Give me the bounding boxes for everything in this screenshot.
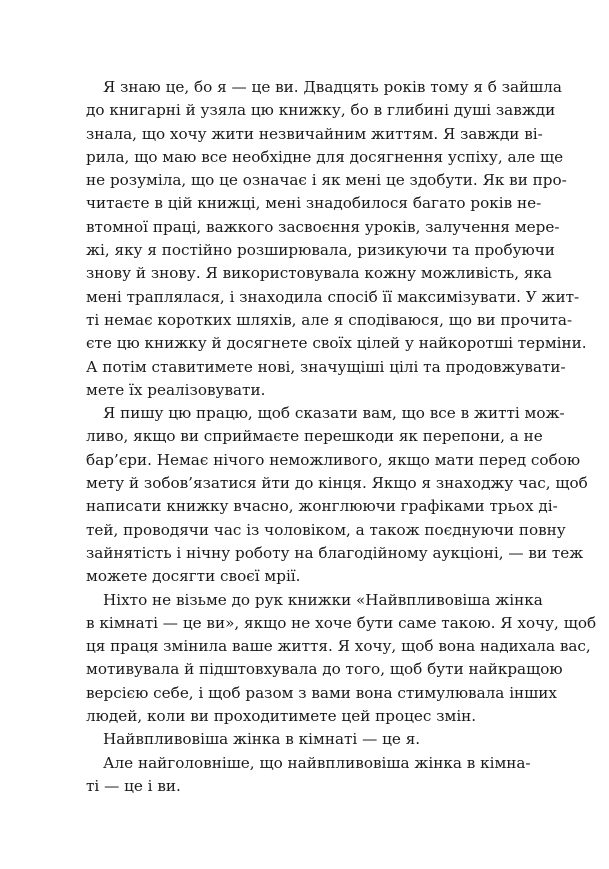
paragraph — [86, 752, 531, 799]
text-line: мету й зобов’язатися йти до кінця. Якщо я знаходжу час, щоб — [86, 474, 588, 493]
text-line: зайнятість і нічну роботу на благодійному аукціоні, — ви теж — [86, 543, 584, 562]
paragraph — [86, 589, 597, 729]
text-line: знала, що хочу жити незвичайним життям. Я завжди ві- — [86, 124, 543, 143]
text-line: до книгарні й узяла цю книжку, бо в глибині душі завжди — [86, 101, 556, 120]
text-line: єте цю книжку й досягнете своїх цілей у найкоротші терміни. — [86, 334, 587, 353]
text-line: бар’єри. Немає нічого неможливого, якщо мати перед собою — [86, 450, 581, 469]
text-line: мете їх реалізовувати. — [86, 380, 266, 399]
text-line: Найвпливовіша жінка в кімнаті — це я. — [103, 730, 421, 749]
text-line: ті — це і ви. — [86, 776, 181, 795]
text-line: мотивувала й підштовхувала до того, щоб бути найкращою — [86, 660, 563, 679]
text-line: людей, коли ви проходитимете цей процес змін. — [86, 707, 477, 726]
paragraph — [86, 76, 587, 402]
text-line: знову й знову. Я використовувала кожну можливість, яка — [86, 264, 552, 283]
text-line: втомної праці, важкого засвоєння уроків, залучення мере- — [86, 217, 560, 236]
text-line: Я знаю це, бо я — це ви. Двадцять років тому я б зайшла — [103, 78, 562, 96]
paragraph — [86, 728, 527, 751]
text-line: написати книжку вчасно, жонглюючи графіками трьох ді- — [86, 497, 558, 516]
paragraph — [86, 402, 588, 588]
text-line: рила, що маю все необхідне для досягнення успіху, але ще — [86, 147, 564, 166]
text-line: ливо, якщо ви сприймаєте перешкоди як перепони, а не — [86, 427, 543, 446]
text-line: в кімнаті — це ви», якщо не хоче бути саме такою. Я хочу, щоб — [86, 613, 597, 632]
text-line: тей, проводячи час із чоловіком, а також поєднуючи повну — [86, 520, 566, 539]
text-line: Ніхто не візьме до рук книжки «Найвпливовіша жінка — [103, 590, 543, 609]
text-line: читаєте в цій книжці, мені знадобилося багато років не- — [86, 194, 542, 213]
text-line: не розуміла, що це означає і як мені це здобути. Як ви про- — [86, 171, 567, 190]
text-line: жі, яку я постійно розширювала, ризикуючи та пробуючи — [86, 241, 555, 260]
text-line: можете досягти своєї мрії. — [86, 567, 301, 586]
text-line: версією себе, і щоб разом з вами вона стимулювала інших — [86, 683, 557, 702]
text-line: А потім ставитимете нові, значущіші цілі та продовжувати- — [86, 357, 566, 376]
text-line: ті немає коротких шляхів, але я сподіваюся, що ви прочита- — [86, 310, 573, 329]
text-line: Але найголовніше, що найвпливовіша жінка в кімна- — [103, 753, 531, 772]
text-line: мені траплялася, і знаходила спосіб її максимізувати. У жит- — [86, 287, 580, 306]
text-line: ця праця змінила ваше життя. Я хочу, щоб вона надихала вас, — [86, 637, 591, 656]
text-line: Я пишу цю працю, щоб сказати вам, що все в житті мож- — [103, 404, 565, 423]
body-text — [86, 76, 597, 798]
